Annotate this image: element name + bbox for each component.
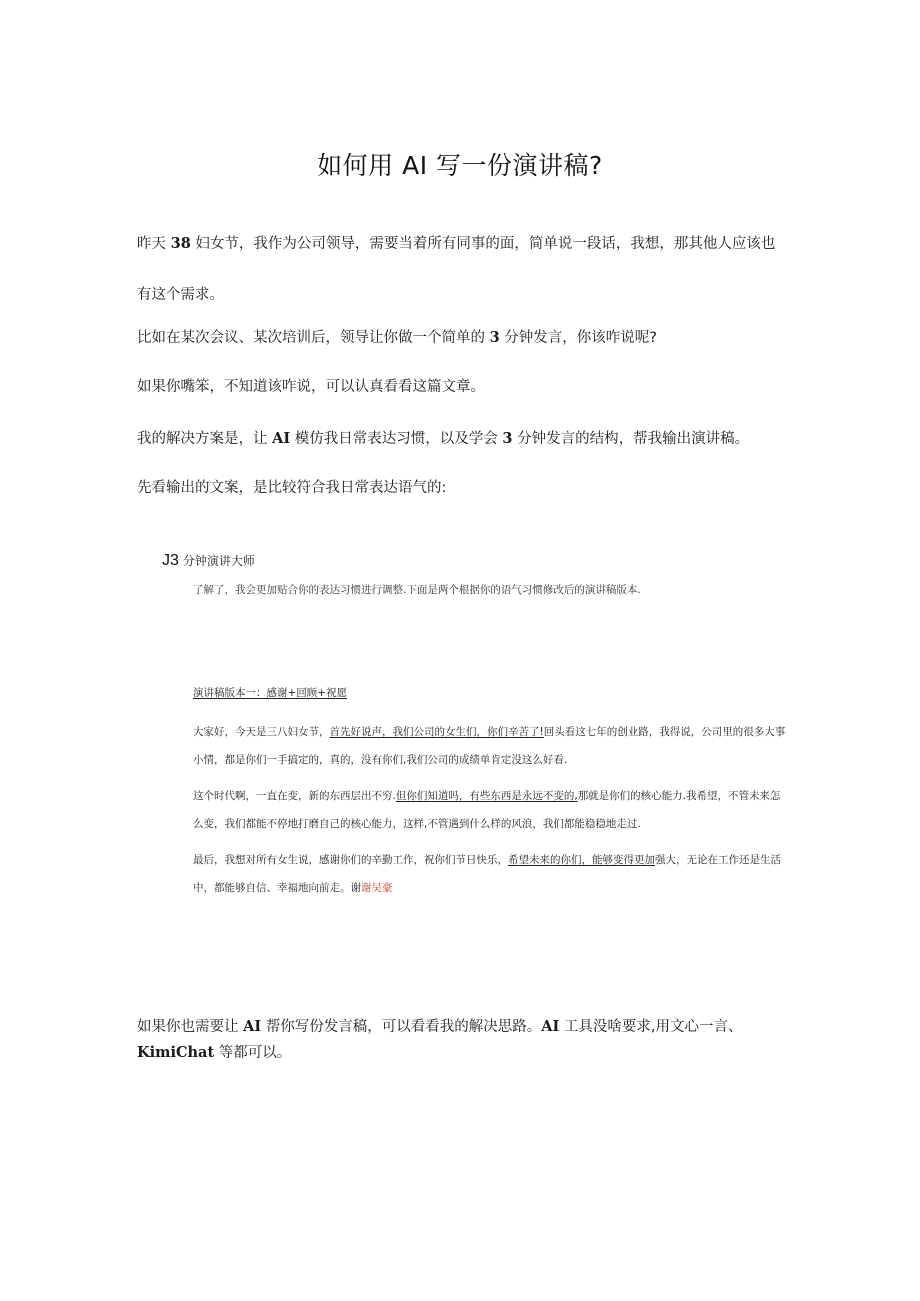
signature: 谢吴豪 (361, 882, 393, 894)
chat-header (162, 552, 787, 570)
kimichat-term: KimiChat (137, 1044, 215, 1061)
paragraph-example: 比如在某次会议、某次培训后，领导让你做一个简单的 3 分钟发言，你该咋说呢? (137, 329, 658, 346)
holiday-number: 38 (170, 235, 191, 252)
ai-term: AI (541, 1018, 560, 1035)
paragraph-outro: 如果你也需要让 AI 帮你写份发言稿，可以看看我的解决思路。AI 工具没啥要求,用文心一言、KimiChat 等都可以。 (137, 1018, 743, 1061)
version-heading: 演讲稿版本一：感谢+回顾+祝愿 (193, 687, 348, 699)
paragraph-solution: 我的解决方案是，让 AI 模仿我日常表达习惯，以及学会 3 分钟发言的结构，帮我输出演讲稿。 (137, 430, 750, 447)
page-title: 如何用 AI 写一份演讲稿? (317, 151, 603, 180)
bot-name: 分钟演讲大师 (182, 554, 255, 568)
minutes-number: 3 (489, 329, 500, 346)
chat-screenshot (162, 552, 787, 894)
paragraph-intro: 昨天 38 妇女节，我作为公司领导，需要当着所有同事的面，简单说一段话，我想，那其他人应该也有这个需求。 (137, 235, 776, 303)
speech-paragraph: 这个时代啊，一直在变，新的东西层出不穷.但你们知道吗，有些东西是永远不变的,那就是你们的核心能力.我希望，不管未来怎么变，我们都能不停地打磨自己的核心能力，这样,不管遇到什么样的风浪，我们都能稳稳地走过. (193, 790, 781, 830)
speech-paragraph: 最后，我想对所有女生说，感谢你们的辛勤工作，祝你们节日快乐，希望未来的你们，能够变得更加强大，无论在工作还是生活中，都能够自信、幸福地向前走。谢谢吴豪 (193, 854, 781, 894)
ai-term: AI (243, 1018, 262, 1035)
paragraph-preview: 先看输出的文案，是比较符合我日常表达语气的: (137, 480, 447, 496)
minutes-number: 3 (502, 430, 513, 447)
chat-intro: 了解了，我会更加贴合你的表达习惯进行调整.下面是两个根据你的语气习惯修改后的演讲稿版本. (193, 584, 641, 596)
underlined-text: 希望未来的你们，能够变得更加 (508, 854, 655, 866)
speech-paragraph: 大家好，今天是三八妇女节，首先好说声，我们公司的女生们，你们辛苦了!回头看这七年的创业路，我得说，公司里的很多大事小情，都是你们一手搞定的，真的，没有你们,我们公司的成绩单肯定没这么好看. (193, 726, 786, 766)
underlined-text: 首先好说声，我们公司的女生们，你们辛苦了! (329, 726, 544, 738)
ai-term: AI (272, 430, 291, 447)
underlined-text: 但你们知道吗，有些东西是永远不变的, (395, 790, 578, 802)
bot-avatar-icon: J3 (162, 552, 179, 569)
paragraph-advice: 如果你嘴笨，不知道该咋说，可以认真看看这篇文章。 (137, 379, 485, 395)
